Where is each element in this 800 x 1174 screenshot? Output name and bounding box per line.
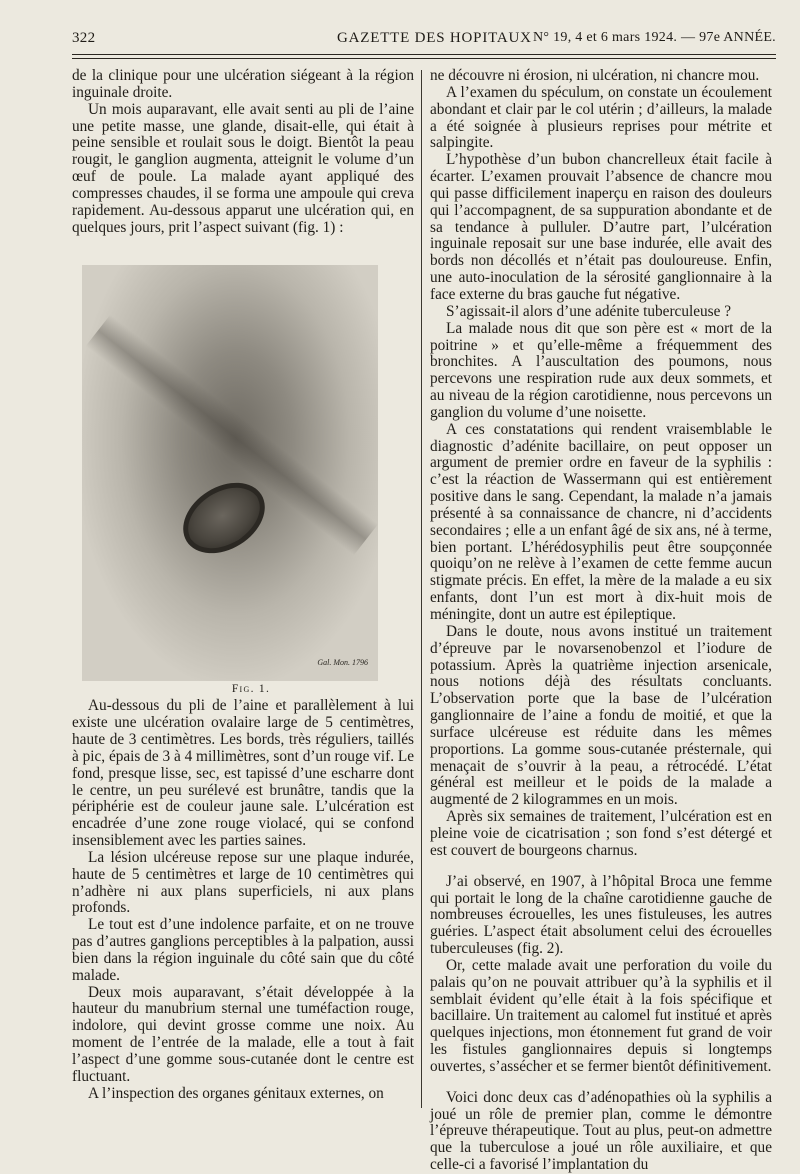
paragraph: Deux mois auparavant, s’était développée à la hauteur du manubrium sternal une tuméfaction rouge, indolore, qui devint grosse comme une noix. Au moment de l’entrée de la malade, elle a tout à fait l’aspect d’une gomme sous-cutanée dont le centre est fluctuant. <box>72 983 414 1085</box>
figure-1-photograph <box>82 265 378 681</box>
journal-title: GAZETTE DES HOPITAUX <box>337 30 532 46</box>
figure-signature: Gal. Mon. 1796 <box>317 657 368 667</box>
page-number: 322 <box>72 30 96 46</box>
running-header <box>72 30 776 52</box>
paragraph: J’ai observé, en 1907, à l’hôpital Broca une femme qui portait le long de la chaîne carotidienne gauche de nombreuses écrouelles, les unes fistuleuses, les autres guéries. L’aspect était absolument celui des écrouelles tuberculeuses (fig. 2). <box>430 872 772 958</box>
header-rule-top <box>72 54 776 55</box>
header-rule-bottom <box>72 58 776 59</box>
paragraph: La lésion ulcéreuse repose sur une plaque indurée, haute de 5 centimètres et large de 10 centimètres qui n’adhère ni aux plans superficiels, ni aux plans profonds. <box>72 848 414 917</box>
left-column <box>72 68 414 1103</box>
paragraph: S’agissait-il alors d’une adénite tuberculeuse ? <box>446 302 732 320</box>
paragraph: ne découvre ni érosion, ni ulcération, ni chancre mou. <box>430 67 760 84</box>
paragraph: Le tout est d’une indolence parfaite, et on ne trouve pas d’autres ganglions perceptibles à la palpation, aussi bien dans la région inguinale du côté sain que du côté malade. <box>72 916 414 984</box>
paragraph: de la clinique pour une ulcération siégeant à la région inguinale droite. <box>72 67 414 101</box>
paragraph: A ces constatations qui rendent vraisemblable le diagnostic d’adénite bacillaire, on peut opposer un argument de premier ordre en faveur de la syphilis : c’est la réaction de Wassermann qui est entièrement positive dans le sang. Cependant, la malade n’a jamais présenté à sa connaissance de chancre, ni d’accidents secondaires ; elle a un enfant âgé de six ans, né à terme, bien portant. L’hérédosyphilis peut être soupçonnée quoiqu’on ne relève à l’examen de cette femme aucun stigmate précis. En effet, la mère de la malade a eu six enfants, dont l’un est mort à dix-huit mois de méningite, dont un autre est épileptique. <box>430 420 772 623</box>
figure-caption: Fig. 1. <box>231 683 271 696</box>
paragraph: L’hypothèse d’un bubon chancrelleux était facile à écarter. L’examen prouvait l’absence de chancre mou qui passe difficilement inaperçu en raison des douleurs qui l’accompagnent, de sa suppuration abondante et de sa tendance à pulluler. D’autre part, l’ulcération inguinale reposait sur une base indurée, elle avait des bords non décollés et n’était pas douloureuse. Enfin, une auto-inoculation de la sérosité ganglionnaire à la face externe du bras gauche fut négative. <box>430 151 772 303</box>
paragraph: Au-dessous du pli de l’aine et parallèlement à lui existe une ulcération ovalaire large de 5 centimètres, haute de 3 centimètres. Les bords, très réguliers, taillés à pic, épais de 3 à 4 millimètres, sont d’un rouge vif. Le fond, presque lisse, sec, est tapissé d’une escharre dont le centre, un peu surélevé est brunâtre, tandis que la périphérie est de couleur jaune sale. L’ulcération est encadrée d’une zone rouge violacé, qui se confond insensiblement avec les parties saines. <box>72 697 414 850</box>
paragraph: Voici donc deux cas d’adénopathies où la syphilis a joué un rôle de premier plan, comme le démontre l’épreuve thérapeutique. Tout au plus, peut-on admettre que la tuberculose a joué un rôle auxiliaire, et que celle-ci a favorisé l’implantation du <box>430 1088 772 1174</box>
paragraph: A l’examen du spéculum, on constate un écoulement abondant et clair par le col utérin ; d’ailleurs, la malade a été soignée à plusieurs reprises pour métrite et salpingite. <box>430 83 772 152</box>
right-column <box>430 68 772 1174</box>
column-divider <box>421 70 422 1108</box>
paragraph: A l’inspection des organes génitaux externes, on <box>88 1084 384 1102</box>
paragraph: Après six semaines de traitement, l’ulcération est en pleine voie de cicatrisation ; son fond s’est détergé et est couvert de bourgeons charnus. <box>430 808 772 859</box>
paragraph: Un mois auparavant, elle avait senti au pli de l’aine une petite masse, une glande, disait-elle, qui était à peine sensible et roulait sous le doigt. Bientôt la peau rougit, le ganglion augmenta, atteignit le volume d’un œuf de poule. La malade ayant appliqué des compresses chaudes, il se forma une ampoule qui creva rapidement. Au-dessous apparut une ulcération qui, en quelques jours, prit l’aspect suivant (fig. 1) : <box>72 100 414 236</box>
issue-info: N° 19, 4 et 6 mars 1924. — 97e ANNÉE. <box>532 30 776 45</box>
paragraph: La malade nous dit que son père est « mort de la poitrine » et qu’elle-même a fréquemment des bronchites. A l’auscultation des poumons, nous percevons une respiration rude aux deux sommets, et au niveau de la région carotidienne, nous percevons un ganglion du volume d’une noisette. <box>430 319 772 421</box>
paragraph: Dans le doute, nous avons institué un traitement d’épreuve par le novarsenobenzol et l’iodure de potassium. Après la quatrième injection arsenicale, nous notions déjà des résultats concluants. L’observation porte que la base de l’ulcération ganglionnaire de l’aine a fondu de moitié, et que la surface ulcéreuse est réduite dans les mêmes proportions. La gomme sous-cutanée présternale, qui menaçait de s’ouvrir à la peau, a rétrocédé. L’état général est meilleur et le poids de la malade a augmenté de 2 kilogrammes en un mois. <box>430 622 772 809</box>
paragraph: Or, cette malade avait une perforation du voile du palais qu’on ne pouvait attribuer qu’à la syphilis et il semblait évident qu’elle était à la fois spécifique et bacillaire. Un traitement au calomel fut institué et après quelques injections, mon étonnement fut grand de voir les fistules ganglionnaires depuis si longtemps ouvertes, s’assécher et se fermer bientôt définitivement. <box>430 956 772 1075</box>
